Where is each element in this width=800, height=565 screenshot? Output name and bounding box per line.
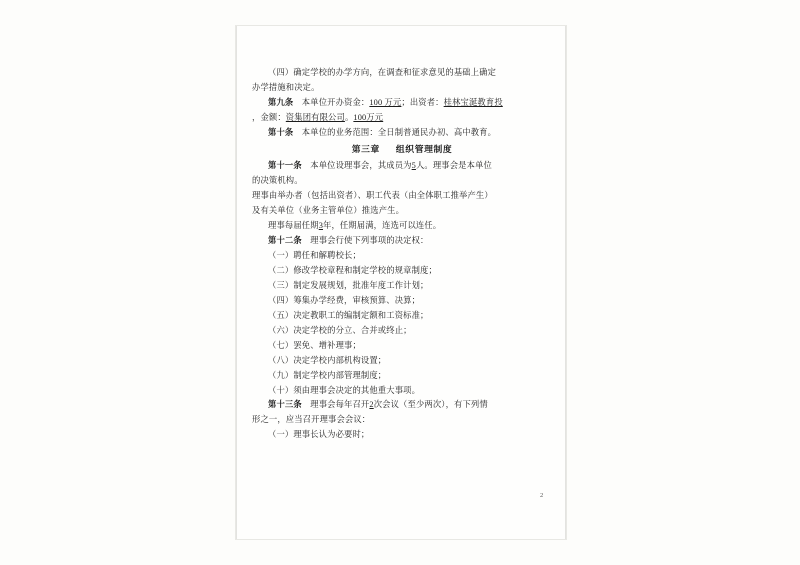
- paragraph: [252, 219, 552, 232]
- chapter-number: 第三章: [351, 144, 380, 155]
- paragraph: [252, 264, 552, 277]
- text-run: （一）理事长认为必要时；: [268, 430, 370, 440]
- text-run: 办学措施和决定。: [252, 82, 320, 92]
- text-run: 本单位的业务范围：全日制普通民办初、高中教育。: [301, 127, 497, 137]
- paragraph: [252, 279, 552, 292]
- paragraph: [252, 249, 552, 262]
- text-run: （二）修改学校章程和制定学校的规章制度；: [268, 266, 437, 275]
- article-paragraph: [252, 96, 552, 109]
- text-run: 的决策机构。: [252, 176, 303, 186]
- underlined-value: 桂林宝涎教育投: [443, 97, 503, 107]
- text-run: 理事每届任期: [268, 221, 319, 231]
- text-run: （六）决定学校的分立、合并或终止；: [268, 325, 412, 335]
- article-label: 第九条: [268, 97, 294, 107]
- text-run: 本单位设理事会，其成员为: [310, 161, 412, 171]
- paragraph: [252, 428, 552, 441]
- text-run: （九）制定学校内部管理制度；: [268, 370, 387, 380]
- paragraph: [252, 81, 552, 94]
- text-run: 年，任期届满，连选可以连任。: [323, 221, 442, 231]
- article-label: 第十一条: [268, 161, 302, 171]
- text-run: 。: [344, 112, 354, 122]
- article-paragraph: [252, 159, 552, 172]
- text-run: 理事会行使下列事项的决定权：: [310, 236, 429, 246]
- paragraph: [252, 189, 552, 202]
- text-run: （七）罢免、增补理事；: [268, 340, 361, 350]
- underlined-value: 5: [411, 161, 416, 171]
- paragraph: [252, 413, 552, 426]
- underlined-value: 资集团有限公司: [285, 112, 345, 122]
- text-run: 及有关单位（业务主管单位）推选产生。: [252, 206, 405, 216]
- text-run: （一）聘任和解聘校长；: [268, 251, 361, 261]
- page-left-edge: [236, 26, 237, 539]
- chapter-title: 组织管理制度: [395, 144, 453, 155]
- underlined-value: 100万元: [353, 112, 384, 122]
- document-body: [252, 66, 552, 443]
- paragraph: [252, 324, 552, 337]
- paragraph: [252, 294, 552, 307]
- article-paragraph: [252, 126, 552, 139]
- page-number: 2: [540, 492, 544, 499]
- text-run: （十）须由理事会决定的其他重大事项。: [268, 385, 421, 395]
- paragraph: [252, 66, 552, 79]
- article-paragraph: [252, 398, 552, 411]
- text-run: （四）确定学校的办学方向，在调查和征求意见的基础上确定: [268, 68, 497, 77]
- text-run: 形之一，应当召开理事会会议：: [252, 415, 371, 425]
- paragraph: [252, 309, 552, 322]
- paragraph: [252, 354, 552, 367]
- article-label: 第十三条: [268, 400, 302, 410]
- underlined-value: 2: [369, 400, 374, 410]
- text-run: ；出资者：: [401, 97, 444, 107]
- text-run: （四）筹集办学经费，审核预算、决算；: [268, 295, 421, 305]
- paragraph: [252, 369, 552, 382]
- text-run: （三）制定发展规划，批准年度工作计划；: [268, 280, 429, 290]
- article-paragraph: [252, 234, 552, 247]
- page-right-edge: [565, 26, 566, 539]
- text-run: 本单位开办资金：: [301, 97, 370, 107]
- text-run: （八）决定学校内部机构设置；: [268, 355, 387, 365]
- text-run: 理事由举办者（包括出资者）、职工代表（由全体职工推举产生）: [252, 191, 493, 201]
- underlined-value: 3: [318, 221, 323, 231]
- text-run: 次会议（至少两次），有下列情: [373, 400, 488, 410]
- text-run: （五）决定教职工的编制定额和工资标准；: [268, 310, 429, 320]
- paragraph: [252, 111, 552, 124]
- text-run: 人。理事会是本单位: [415, 161, 492, 171]
- article-label: 第十条: [268, 127, 294, 137]
- paragraph: [252, 339, 552, 352]
- paragraph: [252, 174, 552, 187]
- text-run: ，金额：: [252, 112, 286, 122]
- underlined-value: 100 万元: [369, 97, 402, 107]
- paragraph: [252, 204, 552, 217]
- paragraph: [252, 384, 552, 397]
- chapter-heading: [252, 142, 552, 156]
- article-label: 第十二条: [268, 236, 302, 246]
- text-run: 理事会每年召开: [310, 400, 370, 410]
